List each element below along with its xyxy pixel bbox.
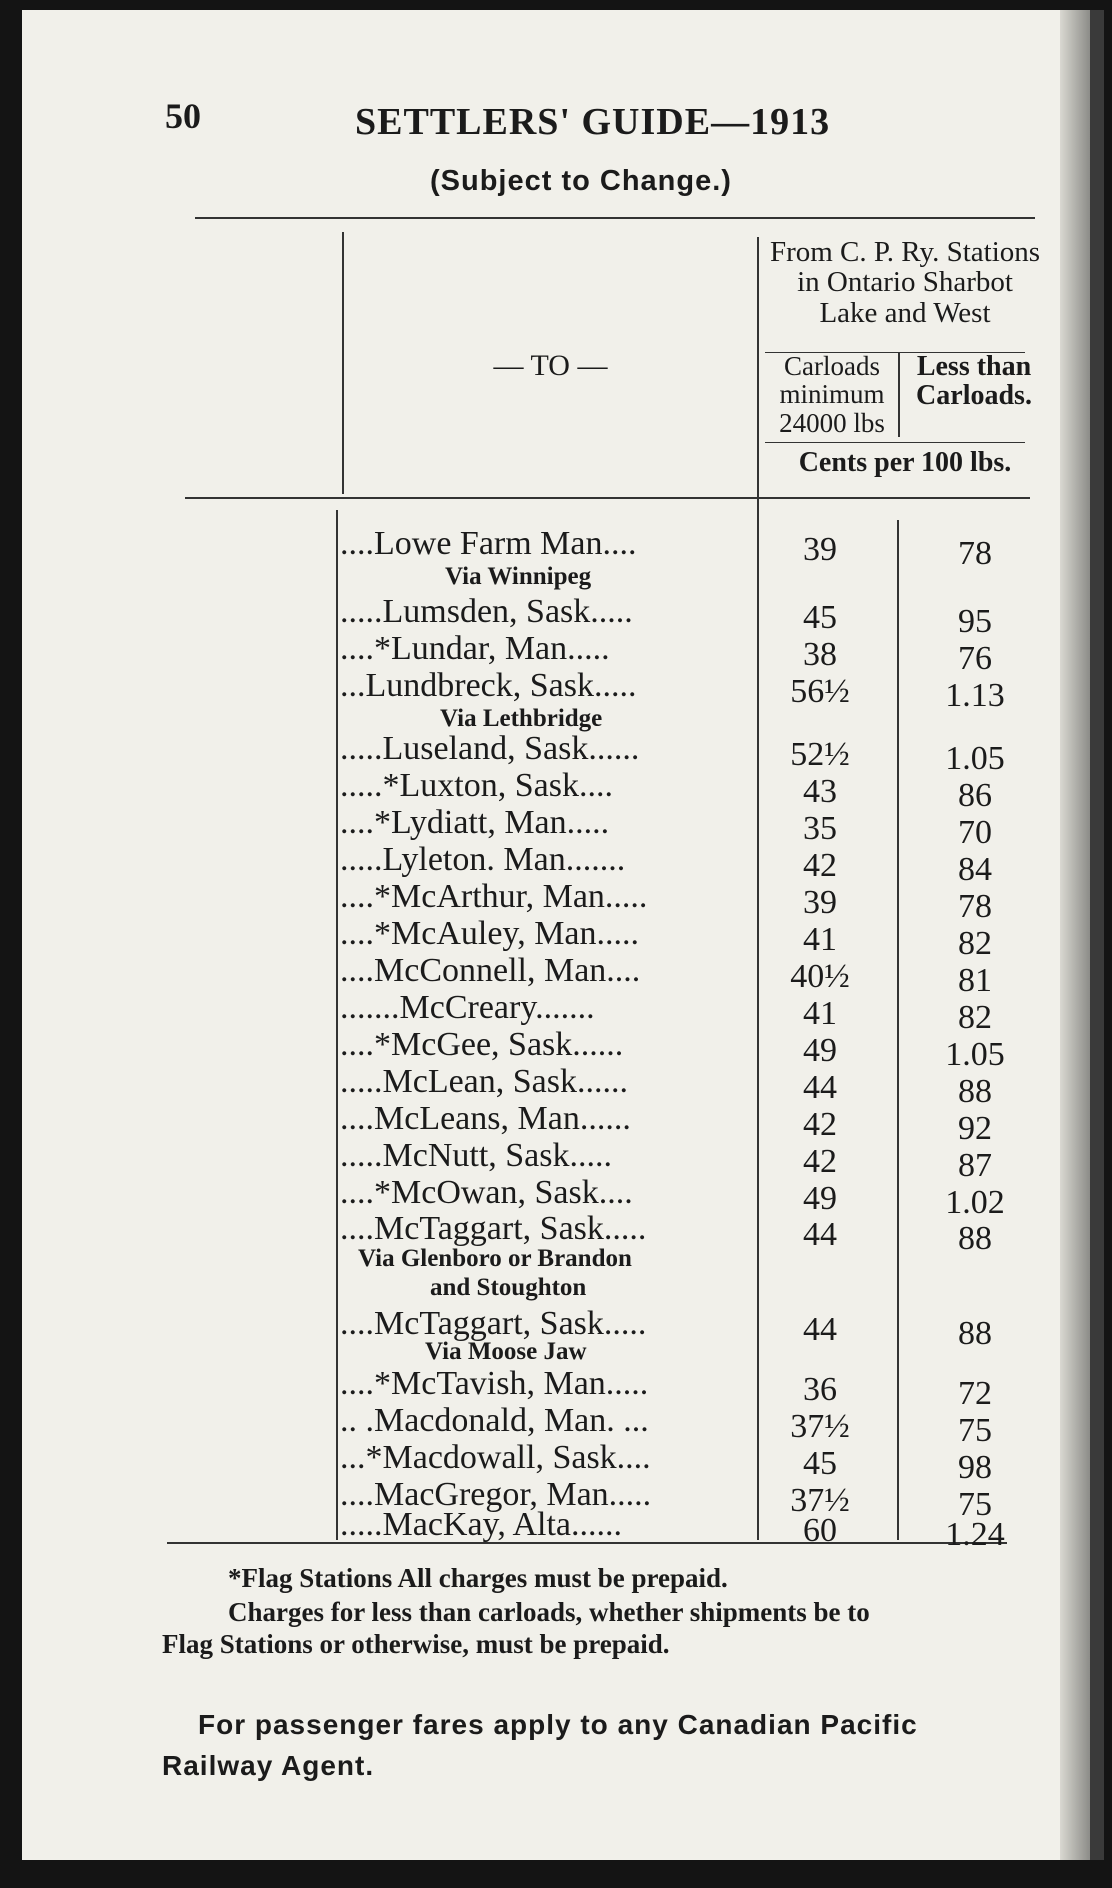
table-row [340, 1174, 1040, 1221]
station-name: ....*McAuley, Man..... [340, 915, 640, 952]
column-header-to: — TO — [493, 349, 608, 382]
rate-carloads: 40½ [790, 958, 850, 995]
station-name: ....McConnell, Man.... [340, 952, 641, 989]
table-top-rule [195, 217, 1035, 219]
table-row [340, 1100, 1040, 1147]
station-name: ...Lundbreck, Sask..... [340, 667, 637, 704]
rate-carloads: 39 [803, 884, 837, 921]
table-row [340, 1402, 1040, 1449]
via-note: Via Moose Jaw [425, 1338, 587, 1365]
flag-stations-note: *Flag Stations All charges must be prepaid. [228, 1563, 728, 1593]
rate-carloads: 42 [803, 1143, 837, 1180]
units-rule [765, 442, 1025, 443]
page-number: 50 [165, 96, 201, 136]
station-name: .....Luseland, Sask...... [340, 730, 640, 767]
passenger-note-line-2: Railway Agent. [162, 1749, 375, 1781]
table-row [340, 989, 1040, 1036]
station-name: ....Lowe Farm Man.... [340, 525, 637, 562]
column-header-carloads: Carloads minimum 24000 lbs [779, 351, 885, 438]
rate-less-than-carloads: 78 [958, 888, 992, 925]
table-row [340, 841, 1040, 888]
column-header-less-than-carloads: Less than Carloads. [916, 351, 1032, 412]
station-name: ....MacGregor, Man..... [340, 1476, 652, 1513]
rate-less-than-carloads: 95 [958, 603, 992, 640]
header-bottom-rule [185, 497, 1030, 499]
rate-less-than-carloads: 92 [958, 1110, 992, 1147]
table-row [340, 1365, 1040, 1412]
station-name: .......McCreary....... [340, 989, 595, 1026]
column-header-units: Cents per 100 lbs. [798, 447, 1012, 478]
via-note: Via Lethbridge [440, 705, 603, 732]
station-name: ....McTaggart, Sask..... [340, 1210, 647, 1247]
table-row [340, 1506, 1040, 1553]
rate-less-than-carloads: 75 [958, 1486, 992, 1523]
rate-less-than-carloads: 72 [958, 1375, 992, 1412]
table-row [340, 1026, 1040, 1073]
rate-carloads: 49 [803, 1032, 837, 1069]
charges-note-line-2: Flag Stations or otherwise, must be prepaid. [162, 1629, 670, 1659]
station-name: .. .Macdonald, Man. ... [340, 1402, 649, 1439]
station-name: ....*Lundar, Man..... [340, 630, 610, 667]
rate-carloads: 45 [803, 1445, 837, 1482]
station-name: .....*Luxton, Sask.... [340, 767, 613, 804]
rate-carloads: 44 [803, 1069, 837, 1106]
station-name: ....McLeans, Man...... [340, 1100, 631, 1137]
rate-less-than-carloads: 1.05 [945, 740, 1005, 777]
rate-less-than-carloads: 98 [958, 1449, 992, 1486]
table-row [340, 730, 1040, 777]
station-name: ....*McGee, Sask...... [340, 1026, 624, 1063]
table-row [340, 952, 1040, 999]
rate-carloads: 42 [803, 1106, 837, 1143]
page-subtitle: (Subject to Change.) [430, 165, 732, 197]
rate-less-than-carloads: 1.24 [945, 1516, 1005, 1553]
rate-less-than-carloads: 82 [958, 999, 992, 1036]
rate-less-than-carloads: 84 [958, 851, 992, 888]
via-note: and Stoughton [430, 1274, 587, 1301]
rate-less-than-carloads: 87 [958, 1147, 992, 1184]
table-row [340, 1137, 1040, 1184]
rate-less-than-carloads: 76 [958, 640, 992, 677]
rate-less-than-carloads: 75 [958, 1412, 992, 1449]
rate-carloads: 35 [803, 810, 837, 847]
rate-carloads: 56½ [790, 673, 850, 710]
via-note: Via Winnipeg [445, 563, 592, 590]
rate-carloads: 49 [803, 1180, 837, 1217]
station-name: .....MacKay, Alta...... [340, 1506, 623, 1543]
table-row [340, 593, 1040, 640]
table-row [340, 1439, 1040, 1486]
table-row [340, 667, 1040, 714]
station-name: ....McTaggart, Sask..... [340, 1305, 647, 1342]
rate-less-than-carloads: 86 [958, 777, 992, 814]
charges-note-line-1: Charges for less than carloads, whether shipments be to [228, 1597, 870, 1627]
column-divider-body-left [336, 510, 338, 1540]
table-row [340, 878, 1040, 925]
station-name: ...*Macdowall, Sask.... [340, 1439, 651, 1476]
rate-less-than-carloads: 78 [958, 535, 992, 572]
table-row [340, 525, 1040, 572]
rate-carloads: 44 [803, 1216, 837, 1253]
rate-carloads: 60 [803, 1512, 837, 1549]
passenger-note-line-1: For passenger fares apply to any Canadian Pacific [198, 1709, 918, 1740]
table-row [340, 1063, 1040, 1110]
via-note: Via Glenboro or Brandon [358, 1245, 632, 1272]
station-name: .....Lumsden, Sask..... [340, 593, 633, 630]
rate-less-than-carloads: 82 [958, 925, 992, 962]
rate-less-than-carloads: 1.13 [945, 677, 1005, 714]
passenger-fares-note [162, 1705, 1022, 1786]
station-name: .....Lyleton. Man....... [340, 841, 626, 878]
rate-carloads: 36 [803, 1371, 837, 1408]
table-row [340, 804, 1040, 851]
rate-carloads: 44 [803, 1311, 837, 1348]
rate-carloads: 42 [803, 847, 837, 884]
rate-carloads: 37½ [790, 1408, 850, 1445]
rate-carloads: 39 [803, 531, 837, 568]
rate-carloads: 52½ [790, 736, 850, 773]
table-row [340, 630, 1040, 677]
station-name: .....McNutt, Sask..... [340, 1137, 612, 1174]
rate-carloads: 45 [803, 599, 837, 636]
page-title: SETTLERS' GUIDE—1913 [355, 101, 831, 143]
rate-carloads: 41 [803, 995, 837, 1032]
rate-less-than-carloads: 88 [958, 1220, 992, 1257]
rate-carloads: 38 [803, 636, 837, 673]
table-row [340, 915, 1040, 962]
rate-less-than-carloads: 70 [958, 814, 992, 851]
rate-less-than-carloads: 1.02 [945, 1184, 1005, 1221]
station-name: ....*Lydiatt, Man..... [340, 804, 610, 841]
station-name: ....*McTavish, Man..... [340, 1365, 649, 1402]
station-name: ....*McOwan, Sask.... [340, 1174, 633, 1211]
rate-less-than-carloads: 88 [958, 1315, 992, 1352]
rate-less-than-carloads: 81 [958, 962, 992, 999]
rate-carloads: 37½ [790, 1482, 850, 1519]
column-header-from: From C. P. Ry. Stations in Ontario Sharbot Lake and West [769, 236, 1041, 329]
station-name: ....*McArthur, Man..... [340, 878, 648, 915]
rate-less-than-carloads: 1.05 [945, 1036, 1005, 1073]
station-name: .....McLean, Sask...... [340, 1063, 629, 1100]
table-row [340, 1210, 1040, 1257]
rate-less-than-carloads: 88 [958, 1073, 992, 1110]
table-row [340, 767, 1040, 814]
rate-carloads: 43 [803, 773, 837, 810]
rate-carloads: 41 [803, 921, 837, 958]
